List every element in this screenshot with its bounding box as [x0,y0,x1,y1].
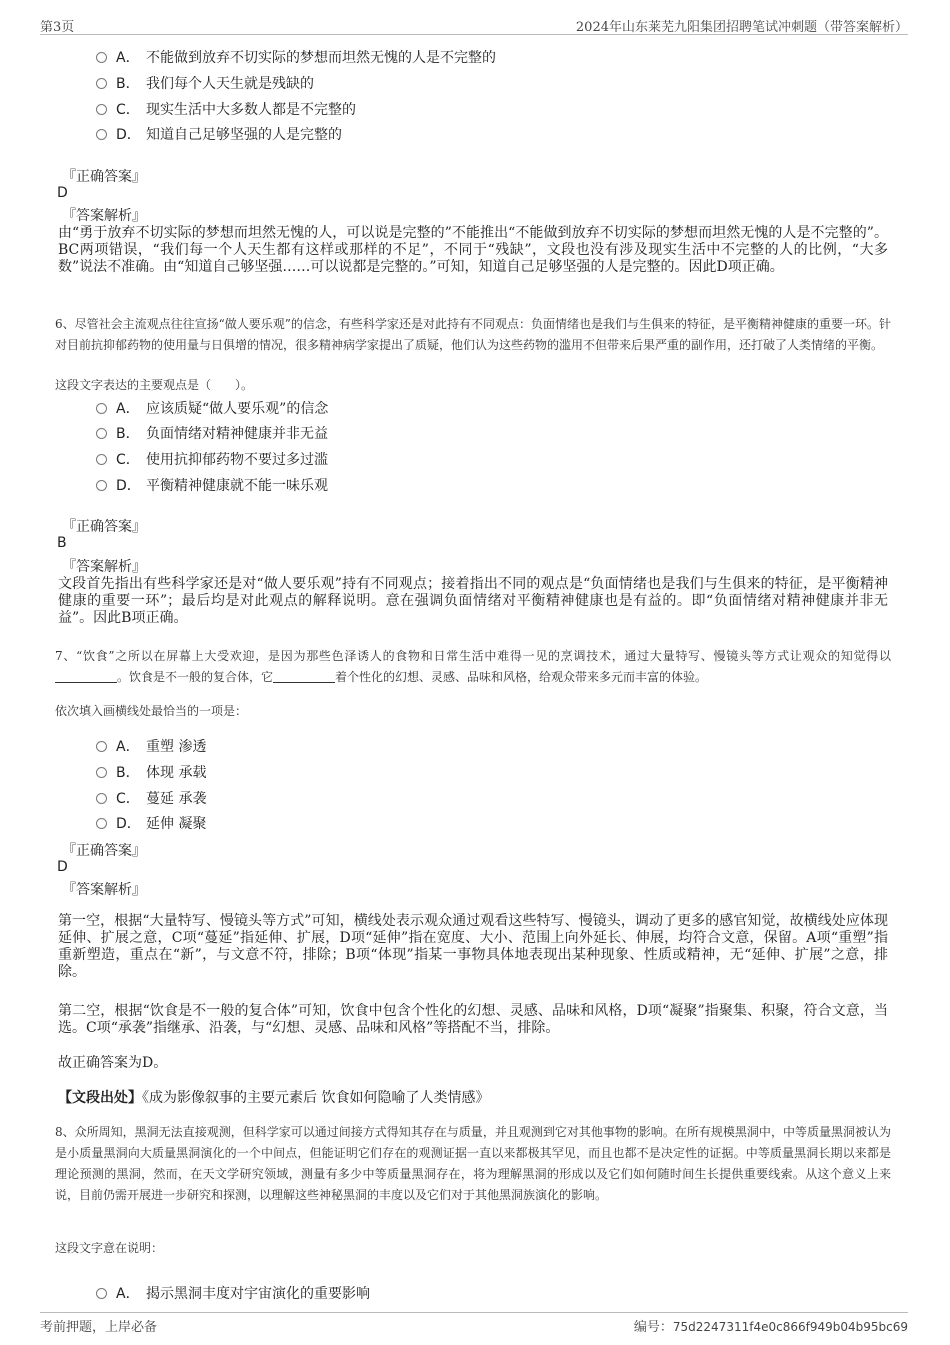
q5-option-d[interactable]: D． 知道自己足够坚强的人是完整的 [96,124,342,144]
radio-icon[interactable] [96,428,107,439]
q6-question: 这段文字表达的主要观点是（ ）。 [55,378,254,392]
q6-answer: B [57,535,67,551]
q6-answer-label: 『正确答案』 [62,519,146,535]
q7-question: 依次填入画横线处最恰当的一项是： [55,704,248,718]
q6-option-c[interactable]: C． 使用抗抑郁药物不要过多过滥 [96,449,328,469]
radio-icon[interactable] [96,793,107,804]
page-footer [40,1312,908,1335]
radio-icon[interactable] [96,818,107,829]
q5-analysis-label: 『答案解析』 [62,208,146,224]
blank-2 [273,670,335,683]
q6-option-a[interactable]: A． 应该质疑“做人要乐观”的信念 [96,398,328,418]
q6-analysis-label: 『答案解析』 [62,559,146,575]
q7-source: 【文段出处】《成为影像叙事的主要元素后 饮食如何隐喻了人类情感》 [58,1090,490,1106]
q7-answer: D [57,859,68,875]
q7-answer-label: 『正确答案』 [62,843,146,859]
blank-1 [55,670,117,683]
q7-stem: 7、“饮食”之所以在屏幕上大受欢迎，是因为那些色泽诱人的食物和日常生活中难得一见的烹调技术，通过大量特写、慢镜头等方式让观众的知觉得以。饮食是不一般的复合体，它 着个性化的幻想、灵感、品味和风格，给观众带来多元而丰富的体验。 [55,649,891,684]
q7-option-b[interactable]: B． 体现 承载 [96,762,206,782]
radio-icon[interactable] [96,403,107,414]
radio-icon[interactable] [96,767,107,778]
radio-icon[interactable] [96,741,107,752]
page-number: 第3页 [40,20,75,35]
radio-icon[interactable] [96,480,107,491]
q5-option-a[interactable]: A． 不能做到放弃不切实际的梦想而坦然无愧的人是不完整的 [96,47,496,67]
q6-option-d[interactable]: D． 平衡精神健康就不能一味乐观 [96,475,328,495]
footer-slogan: 考前押题，上岸必备 [40,1320,158,1335]
document-title: 2024年山东莱芜九阳集团招聘笔试冲刺题（带答案解析） [575,20,908,35]
q5-answer-label: 『正确答案』 [62,169,146,185]
q5-option-c[interactable]: C． 现实生活中大多数人都是不完整的 [96,99,356,119]
q6-analysis: 文段首先指出有些科学家还是对“做人要乐观”持有不同观点；接着指出不同的观点是“负面情绪也是我们与生俱来的特征，是平衡精神健康的重要一环”；最后均是对此观点的解释说明。意在强调负面情绪对平衡精神健康也是有益的。即“负面情绪对精神健康并非无益”。因此B项正确。 [58,576,888,626]
q5-option-b[interactable]: B． 我们每个人天生就是残缺的 [96,73,314,93]
radio-icon[interactable] [96,78,107,89]
q7-analysis-2: 第二空，根据“饮食是不一般的复合体”可知，饮食中包含个性化的幻想、灵感、品味和风格，D项“凝聚”指聚集、积聚，符合文意，当选。C项“承袭”指继承、沿袭，与“幻想、灵感、品味和风格”等搭配不当，排除。 [58,1003,888,1036]
q6-stem: 6、尽管社会主流观点往往宣扬“做人要乐观”的信念，有些科学家还是对此持有不同观点：负面情绪也是我们与生俱来的特征，是平衡精神健康的重要一环。针对目前抗抑郁药物的使用量与日俱增的情况，很多精神病学家提出了质疑，他们认为这些药物的滥用不但带来后果严重的副作用，还打破了人类情绪的平衡。 [55,317,891,352]
q7-option-c[interactable]: C． 蔓延 承袭 [96,788,206,808]
q7-analysis-3: 故正确答案为D。 [58,1055,168,1071]
radio-icon[interactable] [96,454,107,465]
q6-option-b[interactable]: B． 负面情绪对精神健康并非无益 [96,423,328,443]
radio-icon[interactable] [96,1288,107,1299]
q8-option-a[interactable]: A． 揭示黑洞丰度对宇宙演化的重要影响 [96,1283,370,1303]
q7-analysis-label: 『答案解析』 [62,882,146,898]
q7-option-a[interactable]: A． 重塑 渗透 [96,736,206,756]
q7-analysis-1: 第一空，根据“大量特写、慢镜头等方式”可知，横线处表示观众通过观看这些特写、慢镜头，调动了更多的感官知觉，故横线处应体现延伸、扩展之意，C项“蔓延”指延伸、扩展，D项“延伸”指在宽度、大小、范围上向外延长、伸展，均符合文意，保留。A项“重塑”指重新塑造，重点在“新”，与文意不符，排除；B项“体现”指某一事物具体地表现出某种现象、性质或精神，无“延伸、扩展”之意，排除。 [58,913,888,980]
page-header [40,14,908,35]
radio-icon[interactable] [96,129,107,140]
q5-analysis: 由“勇于放弃不切实际的梦想而坦然无愧的人，可以说是完整的”不能推出“不能做到放弃不切实际的梦想而坦然无愧的人是不完整的”。BC两项错误，“我们每一个人天生都有这样或那样的不足”，不同于“残缺”，文段也没有涉及现实生活中不完整的人的比例，“大多数”说法不准确。由“知道自己够坚强……可以说都是完整的。”可知，知道自己足够坚强的人是完整的。因此D项正确。 [58,225,888,275]
q5-answer: D [57,185,68,201]
radio-icon[interactable] [96,104,107,115]
q8-stem: 8、众所周知，黑洞无法直接观测，但科学家可以通过间接方式得知其存在与质量，并且观测到它对其他事物的影响。在所有规模黑洞中，中等质量黑洞被认为是小质量黑洞向大质量黑洞演化的一个中间点，但能证明它们存在的观测证据一直以来都极其罕见，而且也都不是决定性的证据。中等质量黑洞长期以来都是理论预测的黑洞，然而，在天文学研究领域，测量有多少中等质量黑洞存在，将为理解黑洞的形成以及它们如何随时间生长提供重要线索。从这个意义上来说，目前仍需开展进一步研究和探测，以理解这些神秘黑洞的丰度以及它们对于其他黑洞族演化的影响。 [55,1125,891,1202]
q8-question: 这段文字意在说明： [55,1241,164,1255]
radio-icon[interactable] [96,52,107,63]
document-code: 编号：75d2247311f4e0c866f949b04b95bc69 [633,1320,908,1335]
q7-option-d[interactable]: D． 延伸 凝聚 [96,813,206,833]
